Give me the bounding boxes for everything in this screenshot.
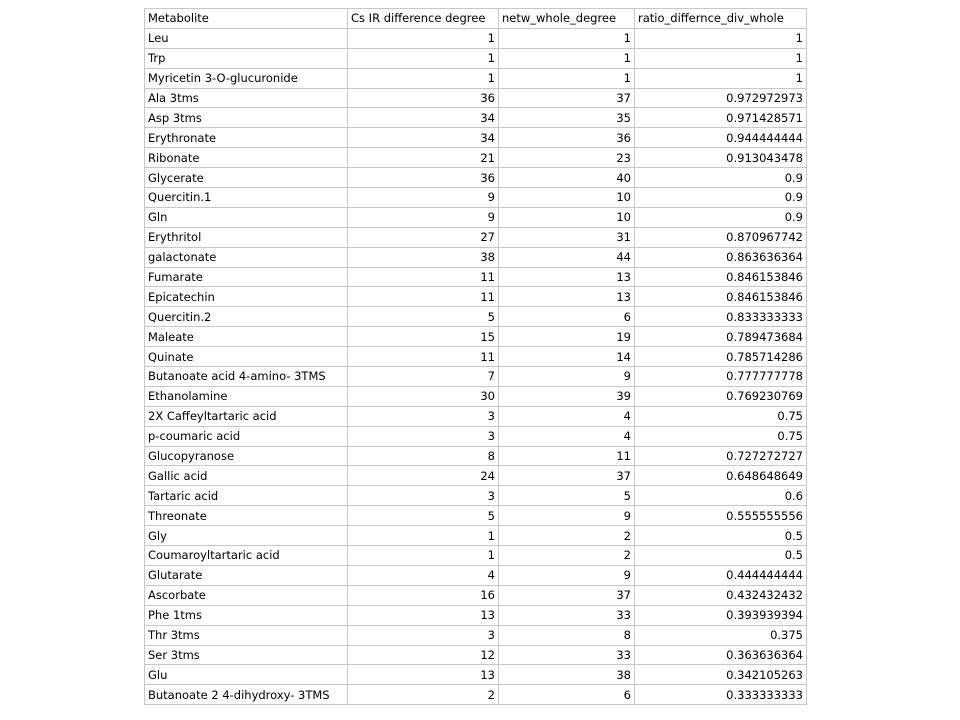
metabolite-cell: Glycerate [145, 168, 348, 188]
cs-ir-difference-cell: 36 [348, 168, 499, 188]
table-row [145, 406, 807, 426]
netw-whole-degree-cell: 37 [499, 585, 635, 605]
metabolite-cell: Trp [145, 48, 348, 68]
netw-whole-degree-cell: 10 [499, 188, 635, 208]
header-netw-whole-degree: netw_whole_degree [499, 9, 635, 29]
cs-ir-difference-cell: 8 [348, 446, 499, 466]
table-row [145, 386, 807, 406]
netw-whole-degree-cell: 8 [499, 625, 635, 645]
ratio-cell: 0.444444444 [635, 565, 807, 585]
netw-whole-degree-cell: 40 [499, 168, 635, 188]
ratio-cell: 0.363636364 [635, 645, 807, 665]
metabolite-cell: Threonate [145, 506, 348, 526]
table-row [145, 685, 807, 705]
metabolite-cell: Gly [145, 526, 348, 546]
table-row [145, 466, 807, 486]
cs-ir-difference-cell: 11 [348, 267, 499, 287]
table-row [145, 605, 807, 625]
metabolite-cell: Asp 3tms [145, 108, 348, 128]
ratio-cell: 0.75 [635, 426, 807, 446]
cs-ir-difference-cell: 2 [348, 685, 499, 705]
cs-ir-difference-cell: 38 [348, 247, 499, 267]
netw-whole-degree-cell: 5 [499, 486, 635, 506]
cs-ir-difference-cell: 1 [348, 526, 499, 546]
cs-ir-difference-cell: 24 [348, 466, 499, 486]
table-row [145, 287, 807, 307]
cs-ir-difference-cell: 12 [348, 645, 499, 665]
table-row [145, 645, 807, 665]
ratio-cell: 0.971428571 [635, 108, 807, 128]
ratio-cell: 0.913043478 [635, 148, 807, 168]
netw-whole-degree-cell: 9 [499, 506, 635, 526]
ratio-cell: 0.5 [635, 546, 807, 566]
netw-whole-degree-cell: 13 [499, 267, 635, 287]
table-row [145, 426, 807, 446]
cs-ir-difference-cell: 7 [348, 367, 499, 387]
cs-ir-difference-cell: 34 [348, 128, 499, 148]
table-row [145, 207, 807, 227]
netw-whole-degree-cell: 1 [499, 68, 635, 88]
cs-ir-difference-cell: 1 [348, 546, 499, 566]
metabolite-cell: Ser 3tms [145, 645, 348, 665]
ratio-cell: 0.333333333 [635, 685, 807, 705]
table-row [145, 526, 807, 546]
cs-ir-difference-cell: 3 [348, 406, 499, 426]
table-row [145, 625, 807, 645]
netw-whole-degree-cell: 9 [499, 367, 635, 387]
table-row [145, 446, 807, 466]
cs-ir-difference-cell: 3 [348, 625, 499, 645]
netw-whole-degree-cell: 31 [499, 227, 635, 247]
metabolite-cell: Maleate [145, 327, 348, 347]
netw-whole-degree-cell: 2 [499, 526, 635, 546]
table-row [145, 347, 807, 367]
table-row [145, 128, 807, 148]
ratio-cell: 0.777777778 [635, 367, 807, 387]
metabolite-cell: galactonate [145, 247, 348, 267]
ratio-cell: 0.769230769 [635, 386, 807, 406]
netw-whole-degree-cell: 4 [499, 426, 635, 446]
netw-whole-degree-cell: 23 [499, 148, 635, 168]
netw-whole-degree-cell: 39 [499, 386, 635, 406]
ratio-cell: 0.9 [635, 168, 807, 188]
cs-ir-difference-cell: 1 [348, 48, 499, 68]
ratio-cell: 0.375 [635, 625, 807, 645]
netw-whole-degree-cell: 37 [499, 88, 635, 108]
netw-whole-degree-cell: 1 [499, 28, 635, 48]
netw-whole-degree-cell: 1 [499, 48, 635, 68]
table-row [145, 665, 807, 685]
netw-whole-degree-cell: 36 [499, 128, 635, 148]
metabolite-cell: p-coumaric acid [145, 426, 348, 446]
ratio-cell: 0.863636364 [635, 247, 807, 267]
metabolite-cell: Phe 1tms [145, 605, 348, 625]
table-row [145, 28, 807, 48]
metabolite-cell: Coumaroyltartaric acid [145, 546, 348, 566]
table-row [145, 227, 807, 247]
metabolite-cell: Epicatechin [145, 287, 348, 307]
metabolite-cell: Ala 3tms [145, 88, 348, 108]
cs-ir-difference-cell: 9 [348, 207, 499, 227]
metabolite-cell: Ribonate [145, 148, 348, 168]
ratio-cell: 0.833333333 [635, 307, 807, 327]
ratio-cell: 0.75 [635, 406, 807, 426]
netw-whole-degree-cell: 44 [499, 247, 635, 267]
metabolite-cell: Butanoate acid 4-amino- 3TMS [145, 367, 348, 387]
metabolite-cell: Glutarate [145, 565, 348, 585]
cs-ir-difference-cell: 3 [348, 426, 499, 446]
header-metabolite: Metabolite [145, 9, 348, 29]
table-row [145, 247, 807, 267]
netw-whole-degree-cell: 6 [499, 307, 635, 327]
cs-ir-difference-cell: 13 [348, 605, 499, 625]
netw-whole-degree-cell: 13 [499, 287, 635, 307]
cs-ir-difference-cell: 36 [348, 88, 499, 108]
metabolite-cell: Quercitin.1 [145, 188, 348, 208]
metabolite-cell: Ascorbate [145, 585, 348, 605]
cs-ir-difference-cell: 27 [348, 227, 499, 247]
metabolite-cell: Fumarate [145, 267, 348, 287]
netw-whole-degree-cell: 10 [499, 207, 635, 227]
ratio-cell: 0.6 [635, 486, 807, 506]
cs-ir-difference-cell: 34 [348, 108, 499, 128]
cs-ir-difference-cell: 5 [348, 506, 499, 526]
table-row [145, 546, 807, 566]
ratio-cell: 0.432432432 [635, 585, 807, 605]
metabolite-cell: Glucopyranose [145, 446, 348, 466]
cs-ir-difference-cell: 13 [348, 665, 499, 685]
ratio-cell: 0.648648649 [635, 466, 807, 486]
cs-ir-difference-cell: 15 [348, 327, 499, 347]
ratio-cell: 0.870967742 [635, 227, 807, 247]
metabolite-cell: Gln [145, 207, 348, 227]
table-row [145, 486, 807, 506]
ratio-cell: 0.342105263 [635, 665, 807, 685]
metabolite-cell: Thr 3tms [145, 625, 348, 645]
ratio-cell: 0.944444444 [635, 128, 807, 148]
ratio-cell: 0.785714286 [635, 347, 807, 367]
table-row [145, 585, 807, 605]
ratio-cell: 0.9 [635, 188, 807, 208]
metabolite-cell: Quinate [145, 347, 348, 367]
cs-ir-difference-cell: 3 [348, 486, 499, 506]
ratio-cell: 0.846153846 [635, 287, 807, 307]
netw-whole-degree-cell: 9 [499, 565, 635, 585]
metabolite-cell: Ethanolamine [145, 386, 348, 406]
table-row [145, 188, 807, 208]
cs-ir-difference-cell: 11 [348, 287, 499, 307]
cs-ir-difference-cell: 30 [348, 386, 499, 406]
ratio-cell: 0.5 [635, 526, 807, 546]
ratio-cell: 0.727272727 [635, 446, 807, 466]
cs-ir-difference-cell: 1 [348, 28, 499, 48]
cs-ir-difference-cell: 11 [348, 347, 499, 367]
table-row [145, 307, 807, 327]
table-row [145, 367, 807, 387]
ratio-cell: 0.555555556 [635, 506, 807, 526]
ratio-cell: 0.9 [635, 207, 807, 227]
ratio-cell: 1 [635, 68, 807, 88]
table-row [145, 48, 807, 68]
table-row [145, 88, 807, 108]
netw-whole-degree-cell: 33 [499, 605, 635, 625]
metabolite-cell: Myricetin 3-O-glucuronide [145, 68, 348, 88]
cs-ir-difference-cell: 5 [348, 307, 499, 327]
netw-whole-degree-cell: 35 [499, 108, 635, 128]
netw-whole-degree-cell: 19 [499, 327, 635, 347]
ratio-cell: 1 [635, 28, 807, 48]
ratio-cell: 1 [635, 48, 807, 68]
ratio-cell: 0.846153846 [635, 267, 807, 287]
table-row [145, 267, 807, 287]
metabolite-table [144, 8, 807, 705]
netw-whole-degree-cell: 38 [499, 665, 635, 685]
netw-whole-degree-cell: 37 [499, 466, 635, 486]
cs-ir-difference-cell: 1 [348, 68, 499, 88]
table-row [145, 68, 807, 88]
metabolite-cell: Tartaric acid [145, 486, 348, 506]
metabolite-cell: Butanoate 2 4-dihydroxy- 3TMS [145, 685, 348, 705]
netw-whole-degree-cell: 33 [499, 645, 635, 665]
cs-ir-difference-cell: 16 [348, 585, 499, 605]
metabolite-cell: 2X Caffeyltartaric acid [145, 406, 348, 426]
metabolite-cell: Erythronate [145, 128, 348, 148]
table-body [145, 28, 807, 704]
table-row [145, 108, 807, 128]
ratio-cell: 0.789473684 [635, 327, 807, 347]
metabolite-cell: Leu [145, 28, 348, 48]
table-row [145, 506, 807, 526]
metabolite-cell: Quercitin.2 [145, 307, 348, 327]
table-row [145, 148, 807, 168]
cs-ir-difference-cell: 21 [348, 148, 499, 168]
netw-whole-degree-cell: 2 [499, 546, 635, 566]
cs-ir-difference-cell: 9 [348, 188, 499, 208]
header-row [145, 9, 807, 29]
table-row [145, 168, 807, 188]
table-row [145, 565, 807, 585]
netw-whole-degree-cell: 6 [499, 685, 635, 705]
ratio-cell: 0.972972973 [635, 88, 807, 108]
header-cs-ir-difference-degree: Cs IR difference degree [348, 9, 499, 29]
metabolite-cell: Gallic acid [145, 466, 348, 486]
metabolite-cell: Erythritol [145, 227, 348, 247]
netw-whole-degree-cell: 4 [499, 406, 635, 426]
netw-whole-degree-cell: 14 [499, 347, 635, 367]
cs-ir-difference-cell: 4 [348, 565, 499, 585]
header-ratio: ratio_differnce_div_whole [635, 9, 807, 29]
netw-whole-degree-cell: 11 [499, 446, 635, 466]
ratio-cell: 0.393939394 [635, 605, 807, 625]
table-row [145, 327, 807, 347]
metabolite-cell: Glu [145, 665, 348, 685]
